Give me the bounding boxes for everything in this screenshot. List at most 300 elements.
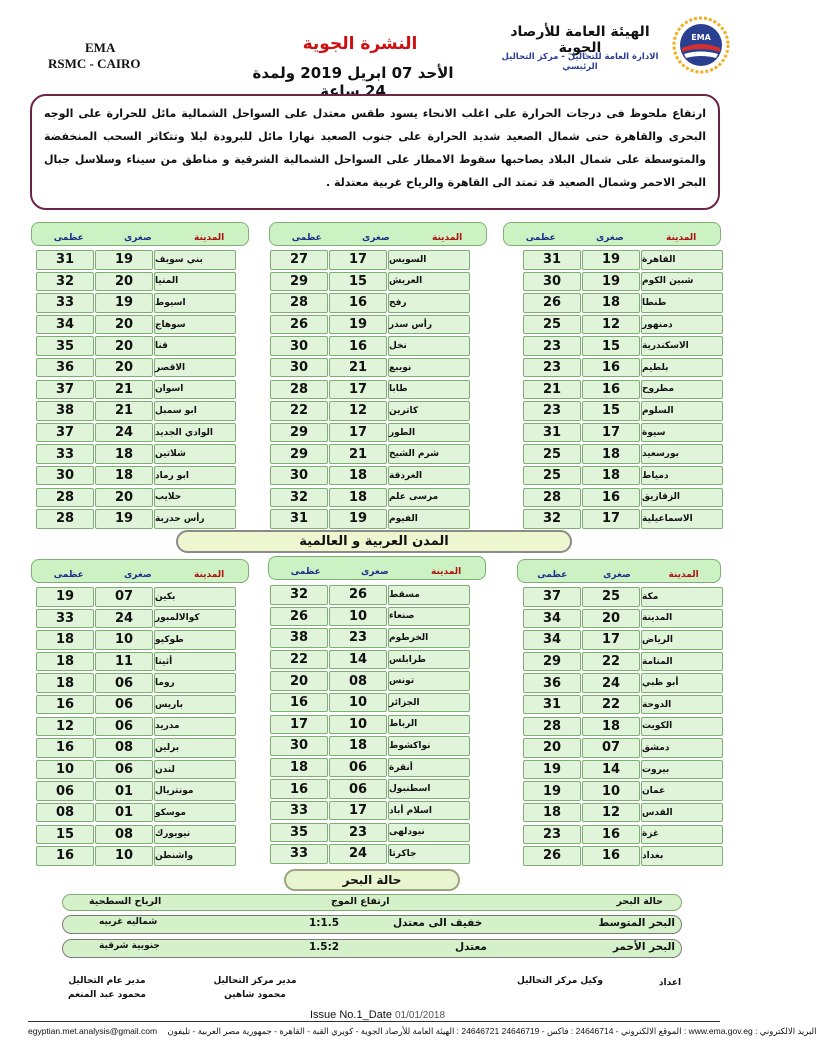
table-row <box>270 488 471 508</box>
table-row <box>523 717 724 737</box>
max-temp: 26 <box>270 607 328 627</box>
min-temp: 19 <box>329 509 387 529</box>
min-temp: 08 <box>95 825 153 845</box>
min-temp: 23 <box>329 823 387 843</box>
min-temp: 21 <box>95 401 153 421</box>
city-name: الجزائر <box>388 693 470 713</box>
world-cities-banner: المدن العربية و العالمية <box>176 530 572 553</box>
city-name: بورسعيد <box>641 444 723 464</box>
table-row <box>523 293 724 313</box>
min-temp: 17 <box>582 630 640 650</box>
header-city: المدينة <box>431 567 462 577</box>
table-row <box>270 466 471 486</box>
city-name: الاقصر <box>154 358 236 378</box>
max-temp: 30 <box>270 466 328 486</box>
city-name: قنا <box>154 336 236 356</box>
max-temp: 28 <box>523 488 581 508</box>
table-row <box>270 823 471 843</box>
table-egypt-left <box>36 250 237 531</box>
city-name: اسيوط <box>154 293 236 313</box>
min-temp: 19 <box>582 250 640 270</box>
city-name: شلاتين <box>154 444 236 464</box>
min-temp: 06 <box>329 779 387 799</box>
min-temp: 18 <box>329 488 387 508</box>
min-temp: 24 <box>582 673 640 693</box>
city-name: بكين <box>154 587 236 607</box>
header-city: المدينة <box>432 233 463 243</box>
city-name: شرم الشيخ <box>388 444 470 464</box>
table-row <box>270 801 471 821</box>
max-temp: 20 <box>523 738 581 758</box>
min-temp: 06 <box>95 695 153 715</box>
max-temp: 26 <box>523 293 581 313</box>
sea-wave: 1:1.5 <box>309 917 340 929</box>
max-temp: 25 <box>523 444 581 464</box>
min-temp: 18 <box>582 466 640 486</box>
max-temp: 28 <box>523 717 581 737</box>
city-name: تونس <box>388 671 470 691</box>
org-subtitle: الادارة العامة للتحاليل - مركز التحاليل الرئيسي <box>501 52 659 72</box>
city-name: نيودلهى <box>388 823 470 843</box>
city-name: سوهاج <box>154 315 236 335</box>
header-min: صغرى <box>362 233 390 243</box>
table-row <box>270 758 471 778</box>
table-row <box>270 607 471 627</box>
max-temp: 36 <box>36 358 94 378</box>
city-name: الفيوم <box>388 509 470 529</box>
table-world-left <box>36 587 237 868</box>
table-row <box>523 272 724 292</box>
table-row <box>270 401 471 421</box>
city-name: مطروح <box>641 380 723 400</box>
max-temp: 25 <box>523 466 581 486</box>
table-row <box>523 695 724 715</box>
max-temp: 33 <box>36 609 94 629</box>
city-name: مدريد <box>154 717 236 737</box>
city-name: المنيا <box>154 272 236 292</box>
min-temp: 10 <box>329 693 387 713</box>
table-row <box>523 488 724 508</box>
table-header-egypt-middle <box>269 222 487 246</box>
table-row <box>270 444 471 464</box>
city-name: طابا <box>388 380 470 400</box>
table-row <box>36 673 237 693</box>
sea-header-state: حالة البحر <box>616 896 663 907</box>
min-temp: 01 <box>95 803 153 823</box>
table-header-egypt-right <box>503 222 721 246</box>
min-temp: 17 <box>329 250 387 270</box>
table-row <box>36 336 237 356</box>
sea-state: معتدل <box>455 941 487 953</box>
table-row <box>523 444 724 464</box>
min-temp: 07 <box>582 738 640 758</box>
max-temp: 18 <box>36 673 94 693</box>
table-row <box>523 630 724 650</box>
min-temp: 21 <box>329 358 387 378</box>
min-temp: 24 <box>329 844 387 864</box>
sea-header-wind: الرياح السطحية <box>89 896 162 907</box>
min-temp: 24 <box>95 423 153 443</box>
general-manager-name: محمود عبد المنعم <box>68 990 146 1000</box>
city-name: السويس <box>388 250 470 270</box>
table-row <box>270 272 471 292</box>
bulletin-date: الأحد 07 ابريل 2019 ولمدة 24 ساعة <box>252 64 454 100</box>
max-temp: 17 <box>270 715 328 735</box>
min-temp: 23 <box>329 628 387 648</box>
max-temp: 33 <box>36 293 94 313</box>
table-row <box>270 779 471 799</box>
table-row <box>523 652 724 672</box>
table-row <box>523 673 724 693</box>
min-temp: 16 <box>582 825 640 845</box>
max-temp: 31 <box>523 423 581 443</box>
min-temp: 15 <box>582 336 640 356</box>
table-row <box>36 488 237 508</box>
city-name: دمشق <box>641 738 723 758</box>
city-name: ابو رماد <box>154 466 236 486</box>
max-temp: 21 <box>523 380 581 400</box>
header-min: صغرى <box>124 570 152 580</box>
min-temp: 21 <box>95 380 153 400</box>
city-name: بيروت <box>641 760 723 780</box>
min-temp: 10 <box>329 607 387 627</box>
max-temp: 33 <box>36 444 94 464</box>
footer-email[interactable]: egyptian.met.analysis@gmail.com <box>28 1026 158 1036</box>
table-row <box>523 315 724 335</box>
table-row <box>523 336 724 356</box>
city-name: رأس سدر <box>388 315 470 335</box>
min-temp: 16 <box>329 336 387 356</box>
city-name: الطور <box>388 423 470 443</box>
table-world-middle <box>270 585 471 866</box>
max-temp: 23 <box>523 401 581 421</box>
min-temp: 10 <box>582 781 640 801</box>
table-row <box>36 466 237 486</box>
max-temp: 26 <box>270 315 328 335</box>
city-name: اسوان <box>154 380 236 400</box>
table-row <box>270 628 471 648</box>
min-temp: 18 <box>95 444 153 464</box>
city-name: السلوم <box>641 401 723 421</box>
max-temp: 20 <box>270 671 328 691</box>
table-row <box>270 380 471 400</box>
table-row <box>523 423 724 443</box>
city-name: الرباط <box>388 715 470 735</box>
table-header-world-right <box>517 559 721 583</box>
max-temp: 16 <box>270 779 328 799</box>
min-temp: 12 <box>582 803 640 823</box>
max-temp: 29 <box>270 272 328 292</box>
max-temp: 29 <box>270 444 328 464</box>
min-temp: 12 <box>329 401 387 421</box>
min-temp: 06 <box>95 673 153 693</box>
max-temp: 19 <box>523 781 581 801</box>
center-manager-name: محمود شاهين <box>224 990 286 1000</box>
max-temp: 37 <box>36 380 94 400</box>
min-temp: 25 <box>582 587 640 607</box>
min-temp: 16 <box>329 293 387 313</box>
city-name: اسطنبول <box>388 779 470 799</box>
max-temp: 31 <box>523 250 581 270</box>
max-temp: 28 <box>36 509 94 529</box>
max-temp: 19 <box>523 760 581 780</box>
max-temp: 30 <box>523 272 581 292</box>
table-row <box>523 509 724 529</box>
header-min: صغرى <box>124 233 152 243</box>
ema-logo <box>672 16 730 74</box>
table-egypt-right <box>523 250 724 531</box>
min-temp: 06 <box>95 717 153 737</box>
max-temp: 22 <box>270 650 328 670</box>
sea-row-red-sea <box>62 939 682 958</box>
max-temp: 36 <box>523 673 581 693</box>
max-temp: 28 <box>270 293 328 313</box>
header-min: صغرى <box>603 570 631 580</box>
max-temp: 35 <box>270 823 328 843</box>
header-city: المدينة <box>194 233 225 243</box>
min-temp: 20 <box>95 315 153 335</box>
rsmc-label: RSMC - CAIRO <box>48 56 141 71</box>
table-row <box>523 803 724 823</box>
city-name: رفح <box>388 293 470 313</box>
city-name: كوالالمبور <box>154 609 236 629</box>
min-temp: 21 <box>329 444 387 464</box>
table-row <box>270 336 471 356</box>
max-temp: 15 <box>36 825 94 845</box>
table-row <box>36 825 237 845</box>
sea-name: البحر المتوسط <box>598 917 675 929</box>
min-temp: 11 <box>95 652 153 672</box>
max-temp: 06 <box>36 781 94 801</box>
city-name: نيويورك <box>154 825 236 845</box>
min-temp: 10 <box>329 715 387 735</box>
min-temp: 17 <box>329 423 387 443</box>
max-temp: 29 <box>523 652 581 672</box>
max-temp: 16 <box>36 738 94 758</box>
city-name: غزة <box>641 825 723 845</box>
city-name: الكويت <box>641 717 723 737</box>
city-name: ابو سمبل <box>154 401 236 421</box>
city-name: الدوحة <box>641 695 723 715</box>
sea-state-title: حالة البحر <box>284 869 460 891</box>
min-temp: 20 <box>95 358 153 378</box>
max-temp: 08 <box>36 803 94 823</box>
min-temp: 20 <box>95 336 153 356</box>
min-temp: 16 <box>582 846 640 866</box>
table-row <box>270 315 471 335</box>
city-name: حلايب <box>154 488 236 508</box>
city-name: الرياض <box>641 630 723 650</box>
city-name: الاسكندرية <box>641 336 723 356</box>
table-header-world-left <box>31 559 249 583</box>
min-temp: 16 <box>582 380 640 400</box>
city-name: الاسماعيلية <box>641 509 723 529</box>
city-name: أبو ظبي <box>641 673 723 693</box>
min-temp: 14 <box>582 760 640 780</box>
footer <box>28 1026 817 1037</box>
min-temp: 08 <box>95 738 153 758</box>
max-temp: 28 <box>270 380 328 400</box>
sea-state: خفيف الى معتدل <box>393 917 483 929</box>
table-row <box>270 650 471 670</box>
table-row <box>36 380 237 400</box>
min-temp: 10 <box>95 846 153 866</box>
min-temp: 17 <box>582 509 640 529</box>
city-name: مونتريال <box>154 781 236 801</box>
sea-wind: جنوبية شرقية <box>99 941 160 951</box>
city-name: موسكو <box>154 803 236 823</box>
table-row <box>270 844 471 864</box>
max-temp: 38 <box>270 628 328 648</box>
city-name: نواكشوط <box>388 736 470 756</box>
min-temp: 18 <box>582 293 640 313</box>
table-row <box>36 695 237 715</box>
min-temp: 06 <box>95 760 153 780</box>
max-temp: 31 <box>36 250 94 270</box>
min-temp: 24 <box>95 609 153 629</box>
min-temp: 22 <box>582 695 640 715</box>
city-name: بني سويف <box>154 250 236 270</box>
city-name: الخرطوم <box>388 628 470 648</box>
min-temp: 19 <box>95 293 153 313</box>
sea-wind: شماليه غربيه <box>99 917 158 927</box>
table-row <box>36 760 237 780</box>
table-row <box>523 846 724 866</box>
table-row <box>36 423 237 443</box>
general-manager-title: مدير عام التحاليل <box>68 976 146 986</box>
min-temp: 17 <box>582 423 640 443</box>
city-name: القاهرة <box>641 250 723 270</box>
city-name: باريس <box>154 695 236 715</box>
table-row <box>523 250 724 270</box>
header-max: عظمى <box>290 567 321 577</box>
min-temp: 19 <box>582 272 640 292</box>
max-temp: 19 <box>36 587 94 607</box>
table-row <box>523 781 724 801</box>
max-temp: 37 <box>36 423 94 443</box>
min-temp: 08 <box>329 671 387 691</box>
city-name: الوادي الجديد <box>154 423 236 443</box>
min-temp: 19 <box>95 509 153 529</box>
table-row <box>36 717 237 737</box>
table-egypt-middle <box>270 250 471 531</box>
max-temp: 23 <box>523 358 581 378</box>
min-temp: 20 <box>95 272 153 292</box>
sea-wave: 1.5:2 <box>309 941 340 953</box>
header-min: صغرى <box>596 233 624 243</box>
max-temp: 32 <box>270 488 328 508</box>
min-temp: 17 <box>329 380 387 400</box>
city-name: دمنهور <box>641 315 723 335</box>
table-row <box>523 760 724 780</box>
city-name: الزقازيق <box>641 488 723 508</box>
header-min: صغرى <box>361 567 389 577</box>
min-temp: 16 <box>582 488 640 508</box>
sea-row-mediterranean <box>62 915 682 934</box>
max-temp: 23 <box>523 336 581 356</box>
table-row <box>270 671 471 691</box>
table-row <box>36 401 237 421</box>
max-temp: 32 <box>36 272 94 292</box>
max-temp: 34 <box>36 315 94 335</box>
city-name: مرسى علم <box>388 488 470 508</box>
table-row <box>270 358 471 378</box>
max-temp: 33 <box>270 844 328 864</box>
table-row <box>523 401 724 421</box>
max-temp: 18 <box>523 803 581 823</box>
max-temp: 30 <box>36 466 94 486</box>
issue-info <box>310 1009 510 1021</box>
max-temp: 34 <box>523 630 581 650</box>
city-name: لندن <box>154 760 236 780</box>
min-temp: 15 <box>329 272 387 292</box>
header-max: عظمى <box>53 233 84 243</box>
sea-state-header <box>62 894 682 911</box>
table-row <box>36 846 237 866</box>
min-temp: 15 <box>582 401 640 421</box>
city-name: كاترين <box>388 401 470 421</box>
table-row <box>523 738 724 758</box>
header-city: المدينة <box>666 233 697 243</box>
table-row <box>36 609 237 629</box>
table-row <box>270 715 471 735</box>
max-temp: 18 <box>36 630 94 650</box>
center-manager-title: مدير مركز التحاليل <box>213 976 297 986</box>
table-row <box>36 738 237 758</box>
city-name: الغردقة <box>388 466 470 486</box>
min-temp: 20 <box>95 488 153 508</box>
min-temp: 14 <box>329 650 387 670</box>
bulletin-title: النشرة الجوية <box>302 34 418 54</box>
min-temp: 20 <box>582 609 640 629</box>
min-temp: 19 <box>329 315 387 335</box>
forecast-text: ارتفاع ملحوظ فى درجات الحرارة على اغلب الانحاء يسود طقس معتدل على السواحل الشمالية مائل للحرارة على الوجه البحرى والقاهرة حتى شمال الصعيد شديد الحرارة على جنوب الصعيد نهارا مائل للبرودة ليلا وتتكاثر السحب المنخفضة والمتوسطة على شمال البلاد يصاحبها سقوط الامطار على السواحل الشمالية الشرقية و مناطق من سيناء وسلاسل جبال البحر الاحمر وشمال الصعيد قد تمتد الى القاهرة والرياح غربية معتدلة . <box>30 94 720 210</box>
city-name: مسقط <box>388 585 470 605</box>
max-temp: 31 <box>523 695 581 715</box>
logo-text: EMA <box>691 33 711 42</box>
table-row <box>523 609 724 629</box>
table-header-egypt-left <box>31 222 249 246</box>
city-name: العريش <box>388 272 470 292</box>
table-row <box>36 803 237 823</box>
table-row <box>270 293 471 313</box>
table-row <box>36 250 237 270</box>
max-temp: 26 <box>523 846 581 866</box>
max-temp: 16 <box>36 695 94 715</box>
min-temp: 10 <box>95 630 153 650</box>
city-name: اسلام أباد <box>388 801 470 821</box>
city-name: القدس <box>641 803 723 823</box>
city-name: المنامة <box>641 652 723 672</box>
max-temp: 23 <box>523 825 581 845</box>
max-temp: 37 <box>523 587 581 607</box>
table-row <box>36 358 237 378</box>
max-temp: 33 <box>270 801 328 821</box>
city-name: برلين <box>154 738 236 758</box>
header-max: عظمى <box>53 570 84 580</box>
table-row <box>523 587 724 607</box>
table-row <box>36 509 237 529</box>
max-temp: 32 <box>270 585 328 605</box>
city-name: صنعاء <box>388 607 470 627</box>
max-temp: 16 <box>36 846 94 866</box>
max-temp: 27 <box>270 250 328 270</box>
table-row <box>523 358 724 378</box>
table-row <box>36 587 237 607</box>
issue-date: 01/01/2018 <box>395 1010 446 1021</box>
table-row <box>523 380 724 400</box>
max-temp: 18 <box>270 758 328 778</box>
